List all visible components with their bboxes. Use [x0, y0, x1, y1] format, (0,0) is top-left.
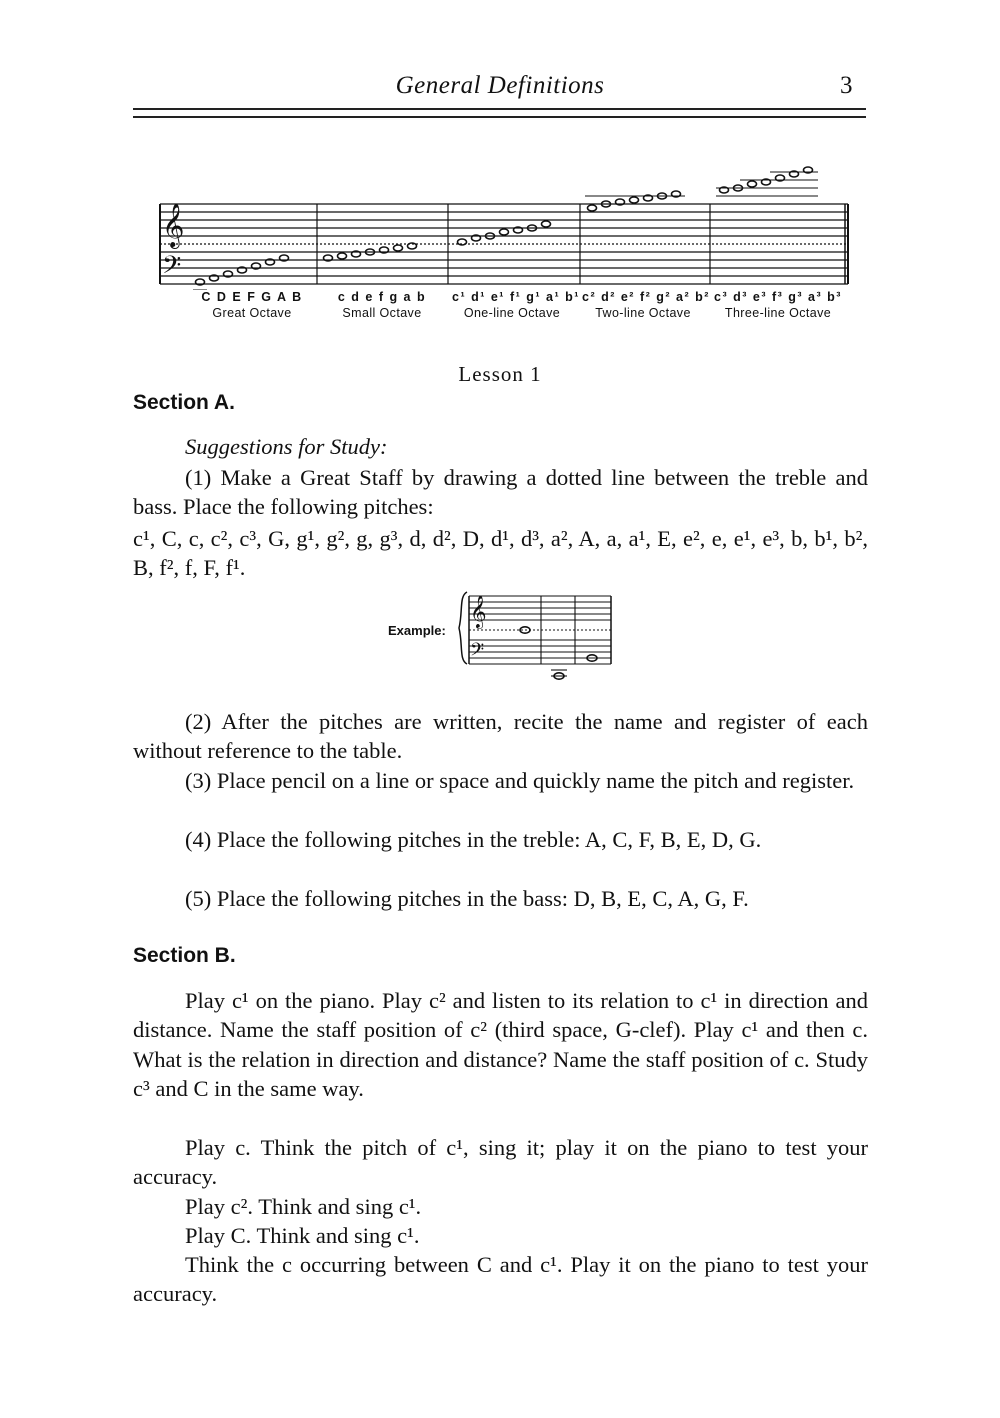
section-b-paragraph-3: Play c². Think and sing c¹. — [185, 1194, 422, 1219]
example-bass-clef-icon: 𝄢 — [470, 640, 485, 665]
pitch-list: c¹, C, c, c², c³, G, g¹, g², g, g³, d, d², D, d¹, d³, a², A, a, a¹, E, e², e, e¹, e³, b, b¹, b², B, f², f, F, f¹. — [133, 526, 868, 581]
item-2: (2) After the pitches are written, recite the name and register of each without reference to the table. — [133, 709, 868, 764]
running-header-title: General Definitions — [395, 72, 605, 99]
bass-clef-icon: 𝄢 — [162, 251, 182, 286]
octave-label-two-line: c² d² e² f² g² a² b² Two-line Octave — [582, 290, 710, 320]
treble-clef-icon: 𝄞 — [162, 203, 185, 247]
octave-label-three-line: c³ d³ e³ f³ g³ a³ b³ Three-line Octave — [714, 290, 842, 320]
clef-icons — [162, 203, 184, 286]
section-a-heading: Section A. — [133, 391, 235, 414]
item-4: (4) Place the following pitches in the treble: A, C, F, B, E, D, G. — [185, 827, 762, 852]
lesson-heading: Lesson 1 — [458, 362, 542, 386]
octave-label-small: c d e f g a b Small Octave — [337, 290, 427, 320]
octave-label-one-line: c¹ d¹ e¹ f¹ g¹ a¹ b¹ One-line Octave — [452, 290, 580, 320]
great-staff-figure — [150, 160, 860, 290]
item-3: (3) Place pencil on a line or space and quickly name the pitch and register. — [185, 768, 855, 793]
item-1: (1) Make a Great Staff by drawing a dotted line between the treble and bass. Place the following pitches: — [133, 465, 868, 520]
section-b-paragraph-1: Play c¹ on the piano. Play c² and listen to its relation to c¹ in direction and distance. Name the staff position of c² (third space, G-clef). Play c¹ and then c. What is the relation in direction and distance? Name the staff position of c. Study c³ and C in the same way. — [133, 988, 868, 1102]
section-b-paragraph-2: Play c. Think the pitch of c¹, sing it; play it on the piano to test your accuracy. — [133, 1135, 868, 1190]
section-b-paragraph-4: Play C. Think and sing c¹. — [185, 1223, 420, 1248]
section-b-paragraph-5: Think the c occurring between C and c¹. Play it on the piano to test your accuracy. — [133, 1252, 868, 1307]
octave-label-great: C D E F G A B Great Octave — [201, 290, 303, 320]
page-number: 3 — [840, 72, 853, 99]
example-treble-clef-icon: 𝄞 — [470, 595, 487, 628]
item-5: (5) Place the following pitches in the bass: D, B, E, C, A, G, F. — [185, 886, 749, 911]
suggestions-heading: Suggestions for Study: — [185, 434, 388, 459]
whole-notes — [196, 167, 813, 285]
example-staff — [455, 588, 620, 688]
section-b-heading: Section B. — [133, 944, 236, 967]
header-rule-top — [133, 108, 866, 110]
ledger-lines — [193, 172, 818, 290]
example-label: Example: — [388, 623, 446, 638]
header-rule-bottom — [133, 116, 866, 118]
